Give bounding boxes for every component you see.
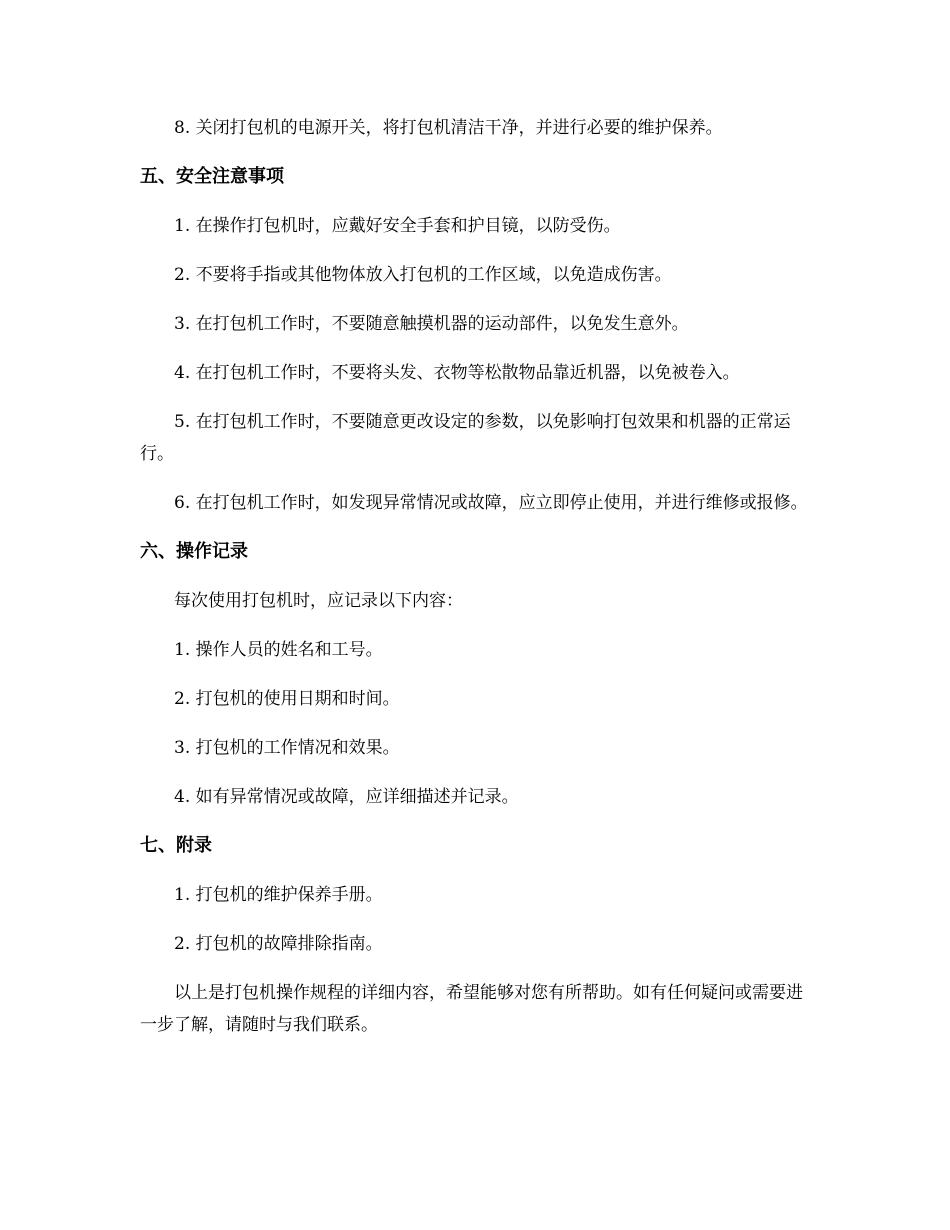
list-item-s5-3: 3. 在打包机工作时，不要随意触摸机器的运动部件，以免发生意外。 (174, 314, 689, 334)
list-item-s6-1: 1. 操作人员的姓名和工号。 (174, 640, 383, 660)
list-item-s5-5: 5. 在打包机工作时，不要随意更改设定的参数，以免影响打包效果和机器的正常运行。 (140, 412, 791, 464)
list-item-s5-1: 1. 在操作打包机时，应戴好安全手套和护目镜，以防受伤。 (174, 216, 621, 236)
list-item-s7-1: 1. 打包机的维护保养手册。 (174, 885, 383, 905)
section-intro-records: 每次使用打包机时，应记录以下内容： (174, 591, 463, 611)
list-item-s6-3: 3. 打包机的工作情况和效果。 (174, 738, 400, 758)
list-item-s4-8: 8. 关闭打包机的电源开关，将打包机清洁干净，并进行必要的维护保养。 (174, 118, 723, 138)
section-heading-records: 六、操作记录 (140, 541, 248, 562)
section-heading-safety: 五、安全注意事项 (140, 166, 284, 187)
list-item-s5-4: 4. 在打包机工作时，不要将头发、衣物等松散物品靠近机器，以免被卷入。 (174, 363, 740, 383)
list-item-s6-2: 2. 打包机的使用日期和时间。 (174, 689, 400, 709)
list-item-s5-2: 2. 不要将手指或其他物体放入打包机的工作区域，以免造成伤害。 (174, 265, 672, 285)
list-item-s7-2: 2. 打包机的故障排除指南。 (174, 934, 383, 954)
closing-paragraph: 以上是打包机操作规程的详细内容，希望能够对您有所帮助。如有任何疑问或需要进一步了解，请随时与我们联系。 (140, 983, 803, 1035)
list-item-s6-4: 4. 如有异常情况或故障，应详细描述并记录。 (174, 787, 519, 807)
section-heading-appendix: 七、附录 (140, 835, 212, 856)
list-item-s5-6: 6. 在打包机工作时，如发现异常情况或故障，应立即停止使用，并进行维修或报修。 (174, 493, 808, 513)
